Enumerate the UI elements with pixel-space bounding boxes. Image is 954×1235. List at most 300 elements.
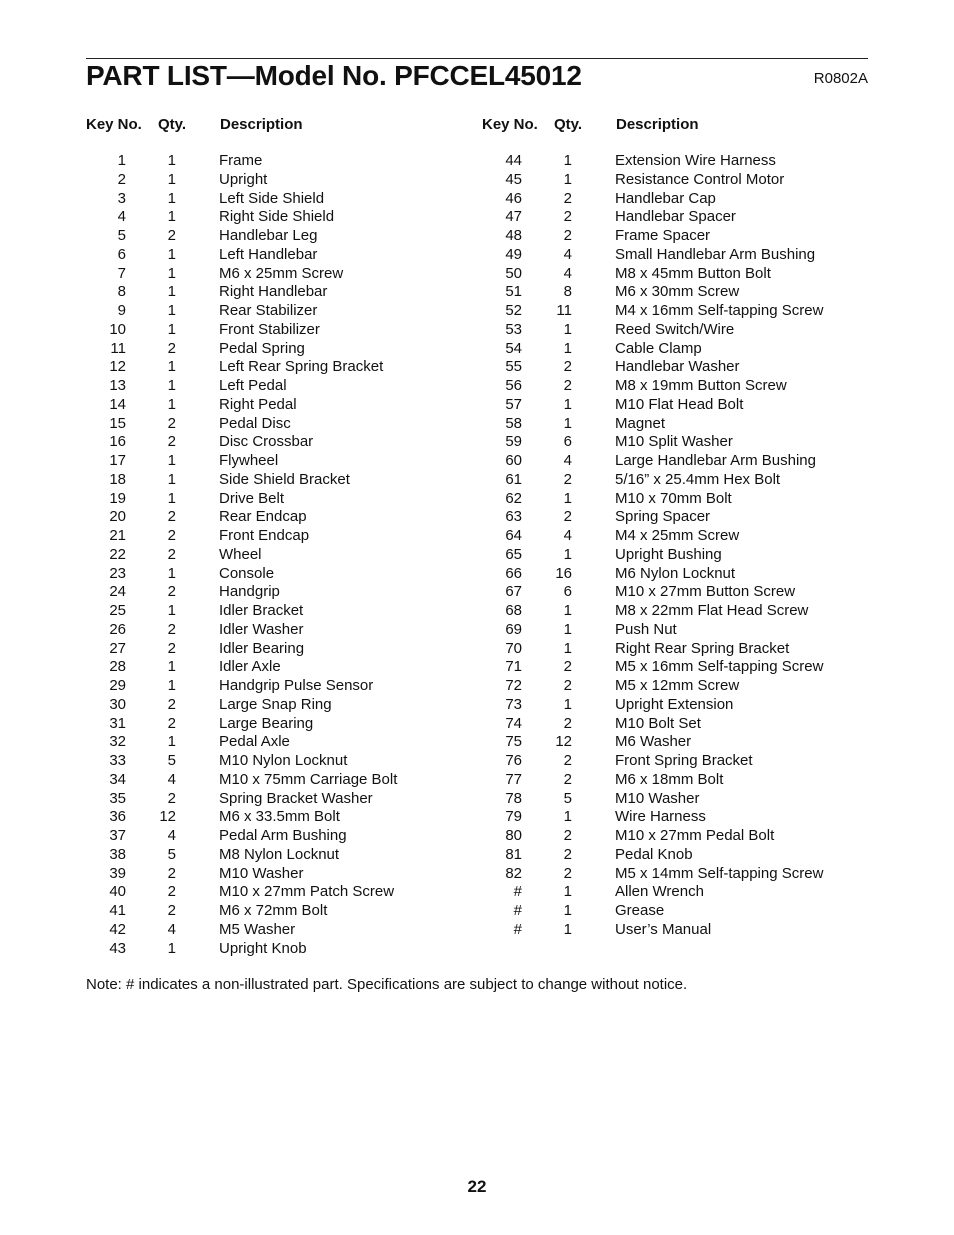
table-row (482, 883, 823, 902)
part-qty: 1 (563, 395, 572, 413)
table-row (86, 940, 397, 959)
part-qty: 2 (167, 714, 176, 732)
part-qty: 1 (563, 902, 572, 919)
part-description: M6 Washer (615, 733, 692, 751)
part-qty: 1 (563, 920, 572, 938)
table-row (86, 508, 397, 527)
part-key-no: 36 (109, 808, 126, 826)
part-qty: 2 (563, 770, 572, 788)
table-row (482, 827, 823, 846)
table-header (86, 116, 397, 134)
part-key-no: 48 (505, 227, 522, 244)
part-key-no: 54 (505, 339, 522, 357)
part-qty: 4 (167, 827, 176, 844)
part-qty: 4 (167, 920, 176, 938)
part-description: M5 x 16mm Self-tapping Screw (615, 658, 824, 676)
table-row (482, 508, 823, 527)
part-key-no: 10 (109, 320, 126, 338)
part-key-no: 23 (109, 564, 126, 582)
part-description: M6 x 25mm Screw (219, 264, 344, 282)
table-row (482, 246, 823, 265)
table-row (86, 546, 397, 565)
part-key-no: 34 (109, 770, 126, 788)
part-description: M5 x 12mm Screw (615, 677, 740, 694)
part-qty: 4 (563, 452, 572, 469)
part-key-no: 58 (505, 414, 522, 432)
part-qty: 2 (563, 358, 572, 376)
part-description: Cable Clamp (615, 339, 702, 357)
part-qty: 1 (167, 264, 176, 282)
part-qty: 1 (563, 695, 572, 713)
part-description: M10 Nylon Locknut (219, 752, 348, 769)
table-row (86, 771, 397, 790)
table-row (482, 771, 823, 790)
table-row (482, 227, 823, 246)
table-row (482, 396, 823, 415)
part-key-no: 43 (109, 939, 126, 957)
part-key-no: 40 (109, 883, 126, 901)
part-description: M10 x 27mm Patch Screw (219, 883, 395, 901)
part-description: Drive Belt (219, 489, 285, 507)
part-description: Upright Extension (615, 695, 734, 713)
part-description: Magnet (615, 414, 666, 432)
part-key-no: # (513, 883, 522, 901)
part-key-no: 76 (505, 752, 522, 769)
part-qty: 2 (563, 470, 572, 488)
parts-table-right (482, 116, 823, 940)
part-qty: 5 (167, 845, 176, 863)
part-qty: 4 (563, 264, 572, 282)
part-qty: 8 (563, 283, 572, 301)
page-title: PART LIST—Model No. PFCCEL45012 (86, 60, 582, 91)
part-qty: 1 (563, 545, 572, 563)
part-key-no: 79 (505, 808, 522, 826)
table-row (482, 321, 823, 340)
part-qty: 2 (563, 714, 572, 732)
part-key-no: 62 (505, 489, 522, 507)
part-description: M10 x 27mm Pedal Bolt (615, 827, 775, 844)
part-qty: 1 (167, 470, 176, 488)
part-description: M4 x 16mm Self-tapping Screw (615, 302, 824, 319)
part-qty: 1 (167, 283, 176, 301)
parts-table-left (86, 116, 397, 958)
part-description: Handlebar Leg (219, 227, 318, 244)
table-row (482, 171, 823, 190)
table-row (86, 565, 397, 584)
part-key-no: 19 (109, 489, 126, 507)
table-row (86, 790, 397, 809)
table-row (482, 658, 823, 677)
table-row (86, 490, 397, 509)
part-description: Left Pedal (219, 377, 287, 394)
part-key-no: 7 (117, 264, 126, 282)
part-qty: 1 (563, 808, 572, 826)
table-row (482, 283, 823, 302)
part-description: Left Handlebar (219, 245, 318, 263)
page-number: 22 (467, 1177, 487, 1196)
table-row (482, 152, 823, 171)
table-row (482, 846, 823, 865)
part-description: M8 x 45mm Button Bolt (615, 264, 771, 282)
part-key-no: 51 (505, 283, 522, 301)
part-key-no: 31 (109, 714, 126, 732)
part-description: Handlebar Spacer (615, 208, 736, 226)
qty-header: Qty. (554, 116, 583, 133)
part-qty: 1 (563, 489, 572, 507)
parts-rows-right (482, 152, 823, 940)
part-qty: 1 (563, 339, 572, 357)
table-row (482, 640, 823, 659)
part-description: Rear Stabilizer (219, 302, 318, 319)
part-qty: 2 (563, 208, 572, 226)
table-row (86, 396, 397, 415)
table-row (482, 471, 823, 490)
table-header (482, 116, 823, 134)
part-qty: 1 (167, 189, 176, 207)
part-qty: 4 (167, 770, 176, 788)
part-qty: 1 (563, 620, 572, 638)
part-key-no: 13 (109, 377, 126, 394)
part-key-no: 67 (505, 583, 522, 601)
table-row (86, 827, 397, 846)
table-row (86, 246, 397, 265)
table-row (482, 302, 823, 321)
part-qty: 1 (167, 170, 176, 188)
table-row (86, 452, 397, 471)
table-row (482, 415, 823, 434)
part-qty: 1 (563, 170, 572, 188)
part-key-no: 71 (505, 658, 522, 676)
table-row (86, 283, 397, 302)
part-description: Pedal Knob (615, 845, 693, 863)
part-qty: 1 (167, 302, 176, 319)
table-row (482, 752, 823, 771)
table-row (482, 527, 823, 546)
parts-rows-left (86, 152, 397, 958)
part-key-no: 4 (117, 208, 126, 226)
part-description: M6 Nylon Locknut (615, 564, 736, 582)
part-key-no: 18 (109, 470, 126, 488)
part-description: M6 x 72mm Bolt (219, 902, 328, 919)
part-key-no: 47 (505, 208, 522, 226)
part-description: Allen Wrench (615, 883, 704, 901)
table-row (482, 565, 823, 584)
part-key-no: 20 (109, 508, 126, 526)
part-qty: 2 (563, 864, 572, 882)
part-key-no: 55 (505, 358, 522, 376)
part-key-no: 3 (117, 189, 126, 207)
part-qty: 2 (167, 414, 176, 432)
part-key-no: 68 (505, 602, 522, 619)
table-row (482, 377, 823, 396)
document-code: R0802A (813, 70, 868, 87)
table-row (86, 171, 397, 190)
part-description: M8 x 19mm Button Screw (615, 377, 787, 394)
part-key-no: 81 (505, 845, 522, 863)
part-key-no: 16 (109, 433, 126, 451)
part-description: Disc Crossbar (219, 433, 314, 451)
part-key-no: 1 (117, 152, 126, 169)
table-row (482, 790, 823, 809)
part-qty: 1 (167, 320, 176, 338)
table-row (86, 358, 397, 377)
part-description: Frame (219, 152, 263, 169)
table-row (86, 527, 397, 546)
part-key-no: 5 (117, 227, 126, 244)
table-row (86, 733, 397, 752)
part-key-no: 72 (505, 677, 522, 694)
part-qty: 1 (167, 358, 176, 376)
part-qty: 1 (167, 395, 176, 413)
part-description: Flywheel (219, 452, 279, 469)
part-qty: 1 (167, 245, 176, 263)
part-qty: 1 (167, 208, 176, 226)
part-qty: 2 (167, 620, 176, 638)
table-row (86, 621, 397, 640)
part-key-no: 8 (117, 283, 126, 301)
part-qty: 2 (167, 433, 176, 451)
part-description: M10 Washer (615, 789, 700, 807)
key-no-header: Key No. (482, 116, 538, 133)
part-description: Push Nut (615, 620, 677, 638)
part-qty: 1 (167, 489, 176, 507)
part-key-no: 25 (109, 602, 126, 619)
part-qty: 1 (563, 602, 572, 619)
part-key-no: 38 (109, 845, 126, 863)
table-row (86, 377, 397, 396)
part-description: Small Handlebar Arm Bushing (615, 245, 816, 263)
part-qty: 2 (167, 339, 176, 357)
part-key-no: 49 (505, 245, 522, 263)
part-description: Idler Bearing (219, 639, 305, 657)
qty-header: Qty. (158, 116, 187, 133)
part-key-no: 37 (109, 827, 126, 844)
part-description: Right Rear Spring Bracket (615, 639, 790, 657)
part-description: M8 Nylon Locknut (219, 845, 340, 863)
part-key-no: 82 (505, 864, 522, 882)
table-row (86, 190, 397, 209)
table-row (482, 733, 823, 752)
part-key-no: 2 (117, 170, 126, 188)
part-key-no: 66 (505, 564, 522, 582)
part-qty: 1 (563, 320, 572, 338)
part-key-no: 15 (109, 414, 126, 432)
part-description: Idler Washer (219, 620, 304, 638)
part-key-no: 29 (109, 677, 126, 694)
description-header: Description (220, 116, 303, 133)
part-description: User’s Manual (615, 920, 712, 938)
part-key-no: 73 (505, 695, 522, 713)
part-key-no: 9 (117, 302, 126, 319)
table-row (482, 546, 823, 565)
part-description: Handlebar Cap (615, 189, 716, 207)
part-qty: 2 (167, 639, 176, 657)
table-row (86, 752, 397, 771)
part-key-no: 42 (109, 920, 126, 938)
part-description: Front Spring Bracket (615, 752, 753, 769)
part-description: Handgrip (219, 583, 280, 601)
part-qty: 1 (167, 564, 176, 582)
part-description: M5 Washer (219, 920, 296, 938)
table-row (86, 808, 397, 827)
table-row (86, 602, 397, 621)
part-description: Large Bearing (219, 714, 314, 732)
part-qty: 1 (563, 152, 572, 169)
part-qty: 1 (563, 414, 572, 432)
part-qty: 1 (167, 658, 176, 676)
part-description: Pedal Disc (219, 414, 291, 432)
part-key-no: 41 (109, 902, 126, 919)
part-qty: 2 (563, 827, 572, 844)
table-row (482, 452, 823, 471)
part-key-no: 14 (109, 395, 126, 413)
part-qty: 2 (167, 695, 176, 713)
part-description: Front Endcap (219, 527, 310, 544)
part-description: Idler Bracket (219, 602, 304, 619)
part-description: Right Side Shield (219, 208, 335, 226)
table-row (482, 340, 823, 359)
part-qty: 1 (167, 733, 176, 751)
part-key-no: 59 (505, 433, 522, 451)
part-key-no: 56 (505, 377, 522, 394)
part-qty: 16 (555, 564, 572, 582)
part-key-no: 64 (505, 527, 522, 544)
part-description: Wheel (219, 545, 262, 563)
part-description: Pedal Arm Bushing (219, 827, 347, 844)
part-qty: 5 (563, 789, 572, 807)
part-qty: 5 (167, 752, 176, 769)
part-description: Handgrip Pulse Sensor (219, 677, 374, 694)
part-key-no: 63 (505, 508, 522, 526)
table-row (86, 658, 397, 677)
part-description: M4 x 25mm Screw (615, 527, 740, 544)
table-row (86, 696, 397, 715)
part-key-no: 78 (505, 789, 522, 807)
table-row (482, 808, 823, 827)
part-description: Rear Endcap (219, 508, 307, 526)
table-row (86, 677, 397, 696)
part-key-no: 21 (109, 527, 126, 544)
part-key-no: 24 (109, 583, 126, 601)
part-description: Large Handlebar Arm Bushing (615, 452, 816, 469)
part-qty: 2 (167, 902, 176, 919)
part-key-no: 77 (505, 770, 522, 788)
part-qty: 12 (555, 733, 572, 751)
part-qty: 2 (563, 189, 572, 207)
table-row (86, 152, 397, 171)
part-key-no: 27 (109, 639, 126, 657)
table-row (482, 190, 823, 209)
table-row (482, 865, 823, 884)
part-qty: 1 (167, 377, 176, 394)
table-row (86, 902, 397, 921)
part-key-no: 11 (110, 339, 126, 357)
part-qty: 1 (167, 677, 176, 694)
table-row (482, 265, 823, 284)
part-key-no: 33 (109, 752, 126, 769)
table-row (86, 471, 397, 490)
part-qty: 2 (167, 545, 176, 563)
part-qty: 6 (563, 433, 572, 451)
part-qty: 1 (167, 602, 176, 619)
part-description: Frame Spacer (615, 227, 711, 244)
part-description: Right Pedal (219, 395, 297, 413)
part-description: M10 Split Washer (615, 433, 733, 451)
part-key-no: 6 (117, 245, 126, 263)
table-row (86, 883, 397, 902)
table-row (482, 677, 823, 696)
part-key-no: 74 (505, 714, 522, 732)
part-key-no: 75 (505, 733, 522, 751)
part-description: Upright (219, 170, 268, 188)
part-description: Side Shield Bracket (219, 470, 350, 488)
table-row (86, 846, 397, 865)
part-key-no: 26 (109, 620, 126, 638)
part-description: M10 Bolt Set (615, 714, 701, 732)
part-description: M6 x 33.5mm Bolt (219, 808, 340, 826)
part-description: M10 Flat Head Bolt (615, 395, 744, 413)
table-row (482, 433, 823, 452)
footnote: Note: # indicates a non-illustrated part. Specifications are subject to change without notice. (86, 976, 688, 993)
table-row (482, 696, 823, 715)
table-row (482, 490, 823, 509)
table-row (86, 321, 397, 340)
part-qty: 1 (167, 152, 176, 169)
part-qty: 2 (167, 527, 176, 544)
part-key-no: 39 (109, 864, 126, 882)
table-row (86, 865, 397, 884)
part-qty: 2 (167, 508, 176, 526)
part-key-no: 35 (109, 789, 126, 807)
part-qty: 2 (563, 377, 572, 394)
table-row (86, 715, 397, 734)
part-key-no: # (513, 920, 522, 938)
table-row (482, 621, 823, 640)
part-key-no: 60 (505, 452, 522, 469)
table-row (86, 302, 397, 321)
table-row (482, 358, 823, 377)
table-row (482, 715, 823, 734)
part-key-no: 12 (109, 358, 126, 376)
part-key-no: 80 (505, 827, 522, 844)
part-description: M6 x 18mm Bolt (615, 770, 724, 788)
table-row (86, 340, 397, 359)
part-description: M6 x 30mm Screw (615, 283, 740, 301)
part-description: Front Stabilizer (219, 320, 320, 338)
part-key-no: 65 (505, 545, 522, 563)
part-qty: 2 (563, 677, 572, 694)
part-key-no: 17 (109, 452, 126, 469)
description-header: Description (616, 116, 699, 133)
part-qty: 4 (563, 527, 572, 544)
table-row (482, 902, 823, 921)
part-qty: 2 (167, 883, 176, 901)
table-row (86, 433, 397, 452)
part-qty: 11 (556, 302, 572, 319)
part-qty: 1 (167, 452, 176, 469)
part-key-no: # (513, 902, 522, 919)
part-key-no: 61 (505, 470, 522, 488)
part-qty: 6 (563, 583, 572, 601)
part-key-no: 50 (505, 264, 522, 282)
key-no-header: Key No. (86, 116, 142, 133)
part-qty: 2 (167, 583, 176, 601)
part-qty: 1 (563, 639, 572, 657)
part-description: Wire Harness (615, 808, 706, 826)
table-row (86, 227, 397, 246)
part-description: Handlebar Washer (615, 358, 740, 376)
part-key-no: 28 (109, 658, 126, 676)
